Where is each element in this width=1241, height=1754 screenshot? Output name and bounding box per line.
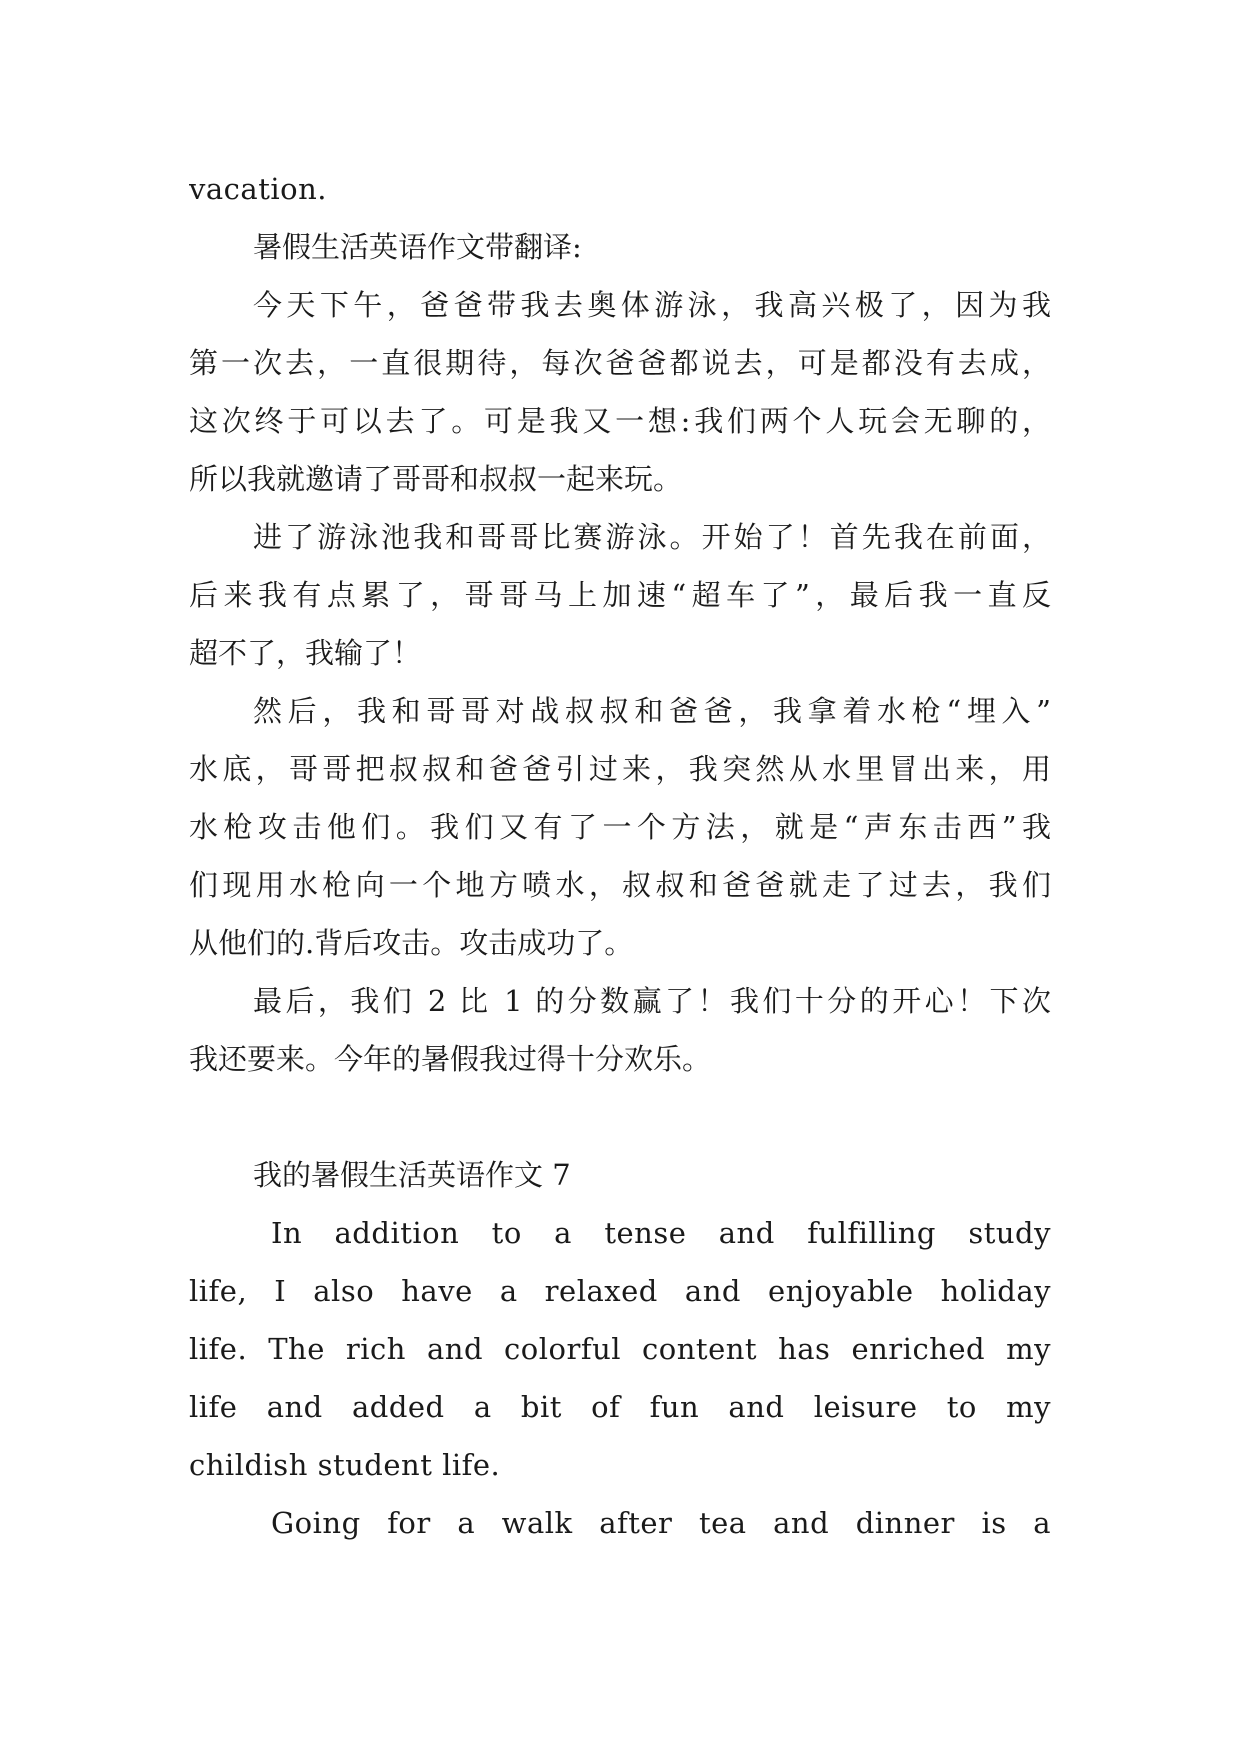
paragraph-3 (189, 682, 1051, 972)
text-line: 水枪攻击他们。我们又有了一个方法，就是“声东击西”我 (189, 810, 1051, 844)
paragraph-4 (189, 972, 1051, 1088)
text-line: 第一次去，一直很期待，每次爸爸都说去，可是都没有去成， (189, 346, 1051, 380)
english-paragraph-2 (189, 1494, 1051, 1552)
paragraph-2 (189, 508, 1051, 682)
text-line: 进了游泳池我和哥哥比赛游泳。开始了！首先我在前面， (253, 520, 1051, 554)
text-line: life. The rich and colorful content has enriched my (189, 1332, 1051, 1366)
text-line: life, I also have a relaxed and enjoyable holiday (189, 1274, 1051, 1308)
text-line: 今天下午，爸爸带我去奥体游泳，我高兴极了，因为我 (253, 288, 1051, 322)
text-line: 我还要来。今年的暑假我过得十分欢乐。 (189, 1042, 712, 1076)
spacer (189, 1088, 1051, 1146)
text-line: 所以我就邀请了哥哥和叔叔一起来玩。 (189, 462, 683, 496)
text-line: 这次终于可以去了。可是我又一想:我们两个人玩会无聊的， (189, 404, 1051, 438)
text-line: vacation. (189, 172, 327, 206)
paragraph-1 (189, 276, 1051, 508)
text-line: 水底，哥哥把叔叔和爸爸引过来，我突然从水里冒出来，用 (189, 752, 1051, 786)
text-line: 们现用水枪向一个地方喷水，叔叔和爸爸就走了过去，我们 (189, 868, 1051, 902)
text-line: 最后，我们 2 比 1 的分数赢了！我们十分的开心！下次 (253, 984, 1051, 1018)
text-line: life and added a bit of fun and leisure to my (189, 1390, 1051, 1424)
section-subtitle: 暑假生活英语作文带翻译: (253, 230, 582, 264)
english-paragraph-1 (189, 1204, 1051, 1494)
text-line: childish student life. (189, 1448, 501, 1482)
text-line: 后来我有点累了，哥哥马上加速“超车了”，最后我一直反 (189, 578, 1051, 612)
text-line: 从他们的.背后攻击。攻击成功了。 (189, 926, 634, 960)
document-body (189, 160, 1051, 1552)
text-line: In addition to a tense and fulfilling study (271, 1216, 1051, 1250)
section-heading: 我的暑假生活英语作文 7 (253, 1158, 571, 1192)
text-line: 然后，我和哥哥对战叔叔和爸爸，我拿着水枪“埋入” (253, 694, 1051, 728)
text-line: Going for a walk after tea and dinner is a (271, 1506, 1051, 1540)
text-line: 超不了，我输了！ (189, 636, 422, 670)
